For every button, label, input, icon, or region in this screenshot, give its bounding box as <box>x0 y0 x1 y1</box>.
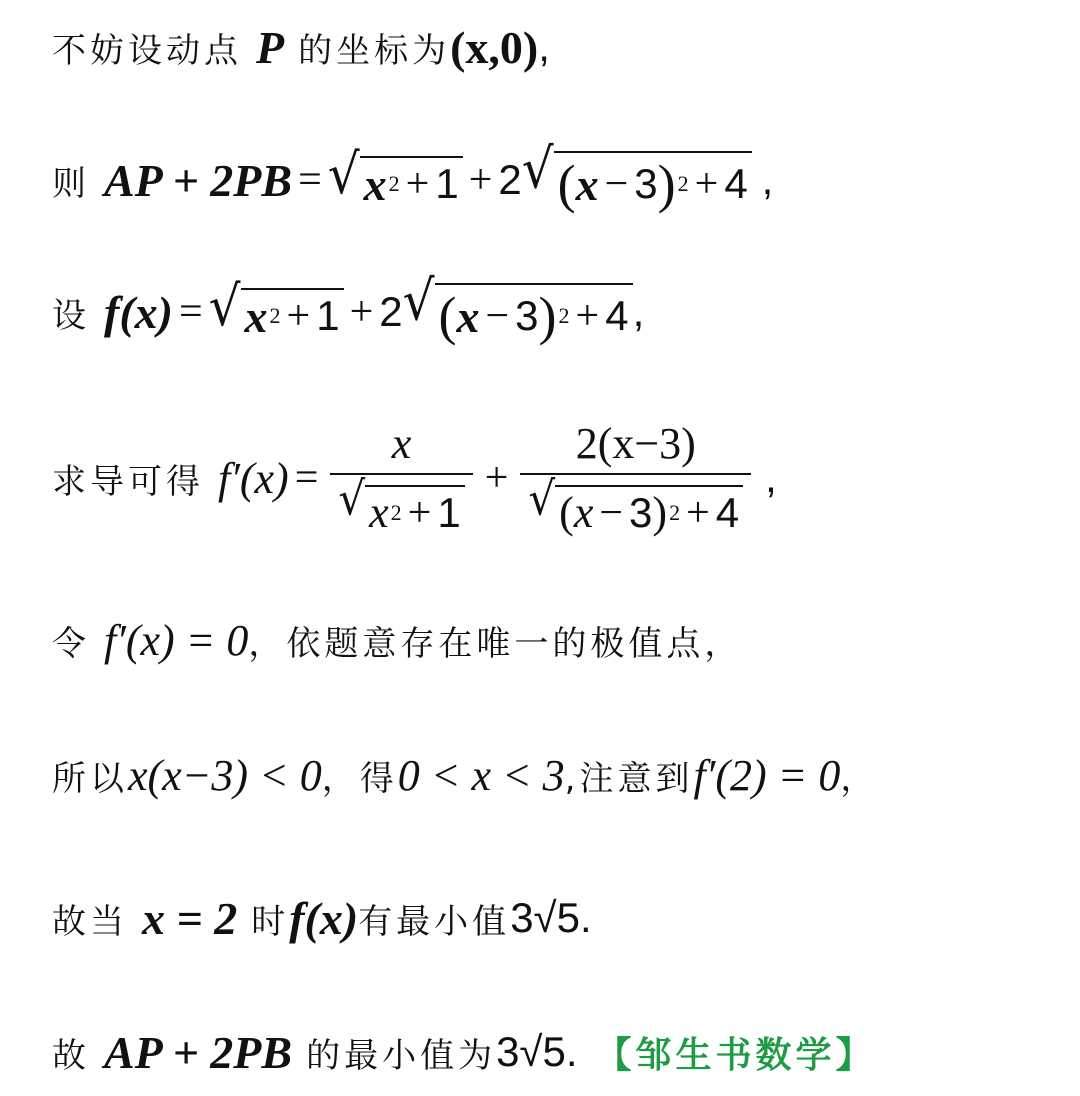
line-8 <box>52 1012 1060 1092</box>
sqrt-2: √ ( x − 3 ) 2 + 4 <box>403 277 633 347</box>
source-tag: 【邹生书数学】 <box>595 1034 876 1076</box>
numerator: 2(x−3) <box>575 419 696 468</box>
text: ，依题意存在唯一的极值点， <box>248 623 743 664</box>
text: ，得 <box>321 758 398 799</box>
math-expr: f(x) <box>289 892 359 944</box>
sqrt-1: √ x 2 + 1 <box>209 282 344 343</box>
punct: , <box>761 156 774 203</box>
line-3: 设 f(x) = √ x 2 + 1 + 2 √ ( x − 3 ) 2 + 4 , <box>52 269 645 346</box>
line-7 <box>52 878 1060 958</box>
text: 不妨设动点 <box>52 30 242 71</box>
math-eq: = <box>178 289 203 335</box>
text: 有最小值 <box>358 901 511 942</box>
text: 的最小值为 <box>306 1035 497 1076</box>
text: 故当 <box>52 901 128 942</box>
text: ,注意到 <box>564 758 694 799</box>
punct: , <box>765 454 777 501</box>
math-var: P <box>256 21 285 73</box>
sqrt-1: √ x 2 + 1 <box>328 150 463 211</box>
line-2: 则 AP + 2PB = √ x 2 + 1 + 2 √ ( x − 3 ) 2 + 4 , <box>52 137 774 214</box>
fraction-1: x √ x 2 + 1 <box>330 418 472 538</box>
line-4: 求导可得 f′(x) = x √ x 2 + 1 + 2(x−3) √ ( x − 3 ) 2 + 4 , <box>52 419 777 537</box>
line-6 <box>52 740 1060 810</box>
math-expr: f′(2) = 0 <box>693 750 841 800</box>
math-expr: 0 < x < 3 <box>397 750 565 800</box>
fraction-2: 2(x−3) √ ( x − 3 ) 2 + 4 <box>520 418 751 538</box>
math-expr: AP + 2PB <box>104 1026 293 1078</box>
punct: ， <box>840 758 879 799</box>
math-expr: x = 2 <box>142 892 238 944</box>
text: 时 <box>251 901 290 942</box>
text: 设 <box>52 295 90 336</box>
math-value: 3√5. <box>510 894 592 941</box>
math-value: 3√5. <box>496 1028 578 1075</box>
punct: , <box>632 288 645 335</box>
text: 所以 <box>52 758 128 799</box>
text: 令 <box>52 623 90 664</box>
line-5 <box>52 605 1060 675</box>
punct: , <box>538 23 550 70</box>
math-eq: = <box>298 157 322 203</box>
math-coord: (x,0) <box>450 21 539 73</box>
line-1 <box>52 12 1060 82</box>
text: 故 <box>52 1035 90 1076</box>
math-fprime: f′(x) <box>218 453 289 503</box>
math-expr: AP + 2PB <box>104 154 293 206</box>
math-fn: f(x) <box>104 286 173 338</box>
math-expr: f′(x) = 0 <box>104 615 249 665</box>
text: 求导可得 <box>52 461 204 502</box>
text: 的坐标为 <box>298 30 451 71</box>
numerator: x <box>391 419 412 468</box>
math-expr: x(x−3) < 0 <box>128 750 322 800</box>
math-eq: = <box>294 455 319 501</box>
text: 则 <box>52 163 90 204</box>
sqrt-2: √ ( x − 3 ) 2 + 4 <box>522 145 752 215</box>
